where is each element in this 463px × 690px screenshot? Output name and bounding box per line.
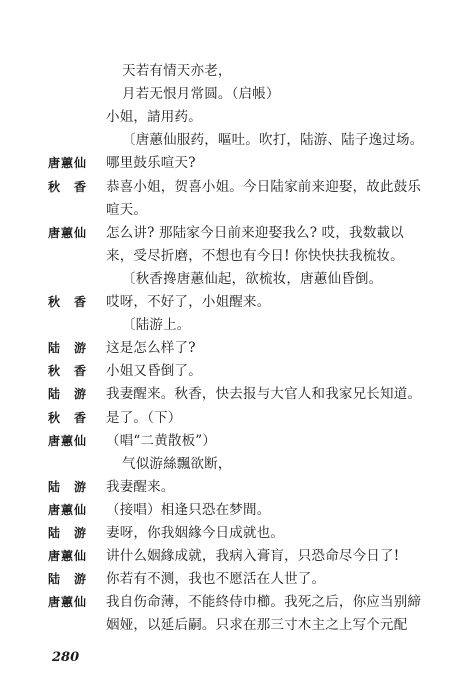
- stage-direction: 〔唐蕙仙服药，嘔吐。吹打，陆游、陆子逸过场。: [122, 132, 424, 149]
- speaker-name: 秋 香: [48, 410, 88, 425]
- speaker-name: 陆 游: [48, 479, 88, 494]
- dialogue-line: 我妻醒来。秋香，快去报与大官人和我家兄长知道。: [106, 386, 422, 403]
- stage-direction: 〔秋香搀唐蕙仙起，欲梳妆，唐蕙仙昏倒。: [122, 270, 383, 287]
- verse-line: 气似游絲飄欲断，: [122, 455, 232, 472]
- dialogue-line: 哪里鼓乐喧天?: [106, 155, 196, 172]
- page-number: 280: [52, 650, 80, 665]
- verse-line: 天若有情天亦老，: [122, 63, 232, 79]
- dialogue-line: 你若有不测，我也不愿活在人世了。: [106, 571, 326, 588]
- dialogue-line: 是了。（下）: [106, 409, 182, 426]
- speaker-name: 唐蕙仙: [48, 502, 88, 517]
- speaker-name: 陆 游: [48, 341, 88, 356]
- dialogue-line: 来，受尽折磨，不想也有今日! 你快快扶我梳妆。: [106, 247, 404, 264]
- dialogue-line: 我妻醒来。: [106, 478, 175, 495]
- speaker-name: 陆 游: [48, 387, 88, 402]
- dialogue-line: 讲什么姻緣成就，我病入膏肓，只恐命尽今日了!: [106, 548, 400, 565]
- speaker-name: 唐蕙仙: [48, 156, 88, 171]
- speaker-name: 秋 香: [48, 364, 88, 379]
- dialogue-line: 小姐又昏倒了。: [106, 363, 202, 380]
- speaker-name: 秋 香: [48, 179, 88, 194]
- speaker-name: 唐蕙仙: [48, 225, 88, 240]
- dialogue-line: 怎么讲? 那陆家今日前来迎娶我么? 哎，我数載以: [106, 224, 404, 241]
- dialogue-line: 这是怎么样了?: [106, 340, 196, 357]
- dialogue-line: 喧天。: [106, 201, 148, 218]
- dialogue-line: 姻娅，以延后嗣。只求在那三寸木主之上写个元配: [106, 617, 408, 634]
- dialogue-line: 小姐，請用药。: [106, 109, 202, 126]
- dialogue-line: 哎呀，不好了，小姐醒来。: [106, 294, 271, 310]
- speaker-name: 陆 游: [48, 572, 88, 587]
- dialogue-line: 妻呀，你我姻緣今日成就也。: [106, 525, 285, 541]
- speaker-name: 唐蕙仙: [48, 433, 88, 448]
- speaker-name: 唐蕙仙: [48, 595, 88, 610]
- dialogue-line: （唱“二黄散板”）: [106, 432, 217, 449]
- speaker-name: 陆 游: [48, 526, 88, 540]
- dialogue-line: （接唱）相逢只恐在梦間。: [106, 501, 271, 518]
- speaker-name: 秋 香: [48, 295, 88, 309]
- verse-line: 月若无恨月常圆。（启帳）: [122, 86, 280, 103]
- speaker-name: 唐蕙仙: [48, 549, 88, 564]
- dialogue-line: 我自伤命薄，不能終侍巾櫛。我死之后，你应当别締: [106, 594, 422, 611]
- stage-direction: 〔陆游上。: [122, 317, 191, 334]
- dialogue-line: 恭喜小姐，贺喜小姐。今日陆家前来迎娶，故此鼓乐: [106, 178, 422, 195]
